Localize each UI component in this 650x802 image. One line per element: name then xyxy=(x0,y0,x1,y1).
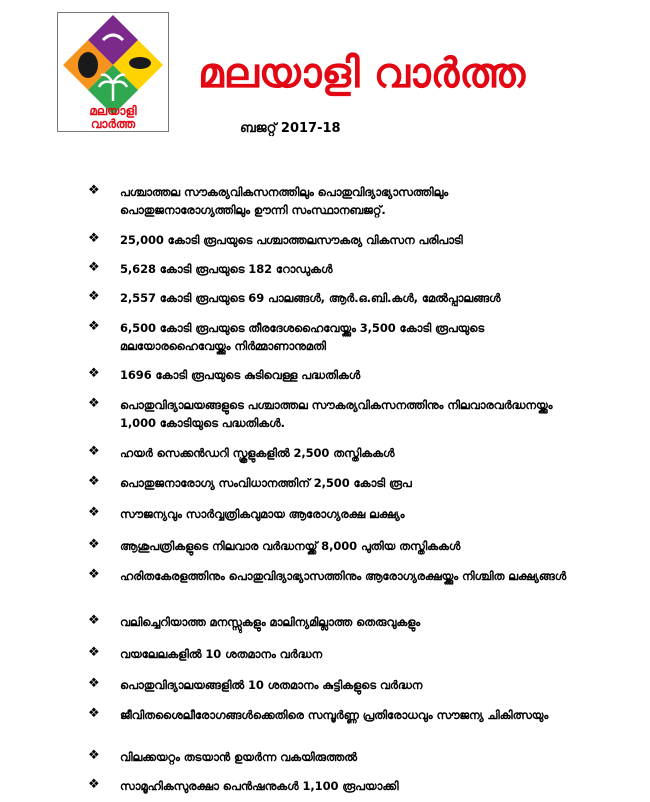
logo xyxy=(57,12,169,132)
list-item-text: 25,000 കോടി രൂപയുടെ പശ്ചാത്തലസൗകര്യ വികസന പരിപാടി xyxy=(120,233,463,247)
bullet-icon: ❖ xyxy=(88,260,100,275)
logo-wordmark-line2: വാർത്ത xyxy=(90,117,136,131)
logo-mask-icon xyxy=(78,52,98,78)
bullet-icon: ❖ xyxy=(88,567,100,582)
list-item-text: 1696 കോടി രൂപയുടെ കുടിവെള്ള പദ്ധതികൾ xyxy=(120,368,361,382)
list-item-text: വിലക്കയറ്റം തടയാൻ ഉയർന്ന വകയിരുത്തൽ xyxy=(120,750,357,764)
bullet-icon: ❖ xyxy=(88,706,100,721)
list-item-text: പൊതുജനാരോഗ്യ സംവിധാനത്തിന് 2,500 കോടി രൂപ xyxy=(120,476,412,490)
list-item-text: വയലേലകളിൽ 10 ശതമാനം വർദ്ധന xyxy=(120,647,323,661)
list-item-text: വലിച്ചെറിയാത്ത മനസ്സുകളും മാലിന്യമില്ലാത്ത തെരുവുകളും xyxy=(120,615,421,629)
list-item-text: 2,557 കോടി രൂപയുടെ 69 പാലങ്ങൾ, ആർ.ഒ.ബി.കൾ, മേൽപ്പാലങ്ങൾ xyxy=(120,291,501,305)
bullet-icon: ❖ xyxy=(88,676,100,691)
list-item-text: പൊതുവിദ്യാലയങ്ങളുടെ പശ്ചാത്തല സൗകര്യവികസനത്തിനും നിലവാരവർദ്ധനയ്ക്കും 1,000 കോടിയുടെ പദ്ധതികൾ. xyxy=(120,398,553,430)
bullet-icon: ❖ xyxy=(88,748,100,763)
list-item-text: ഹയർ സെക്കൻഡറി സ്കൂളുകളിൽ 2,500 തസ്തികകൾ xyxy=(120,446,395,460)
bullet-icon: ❖ xyxy=(88,396,100,411)
bullet-icon: ❖ xyxy=(88,777,100,792)
bullet-icon: ❖ xyxy=(88,289,100,304)
logo-wordmark xyxy=(58,105,168,131)
bullet-icon: ❖ xyxy=(88,537,100,552)
bullet-icon: ❖ xyxy=(88,183,100,198)
list-item-text: സാമൂഹികസുരക്ഷാ പെൻഷനുകൾ 1,100 രൂപയാക്കി xyxy=(120,779,399,793)
bullet-icon: ❖ xyxy=(88,474,100,489)
list-item-text: ജീവിതശൈലീരോഗങ്ങൾക്കെതിരെ സമ്പൂർണ്ണ പ്രതിരോധവും സൗജന്യ ചികിത്സയും xyxy=(120,708,549,722)
list-item-text: പശ്ചാത്തല സൗകര്യവികസനത്തിലും പൊതുവിദ്യാഭ്യാസത്തിലും പൊതുജനാരോഗ്യത്തിലും ഊന്നി സംസ്ഥാനബജറ്റ്. xyxy=(120,185,449,217)
logo-boat-icon xyxy=(129,57,151,69)
budget-subtitle: ബജറ്റ് 2017-18 xyxy=(240,121,341,136)
masthead-title: മലയാളി വാർത്ത xyxy=(198,49,526,97)
bullet-icon: ❖ xyxy=(88,319,100,334)
bullet-icon: ❖ xyxy=(88,366,100,381)
bullet-icon: ❖ xyxy=(88,645,100,660)
bullet-icon: ❖ xyxy=(88,231,100,246)
list-item-text: 6,500 കോടി രൂപയുടെ തീരദേശഹൈവേയ്ക്കും 3,500 കോടി രൂപയുടെ മലയോരഹൈവേയ്ക്കും നിർമ്മാണാനുമതി xyxy=(120,321,485,353)
bullet-icon: ❖ xyxy=(88,444,100,459)
list-item-text: പൊതുവിദ്യാലയങ്ങളിൽ 10 ശതമാനം കുട്ടികളുടെ വർദ്ധന xyxy=(120,678,423,692)
bullet-icon: ❖ xyxy=(88,505,100,520)
list-item-text: ഹരിതകേരളത്തിനും പൊതുവിദ്യാഭ്യാസത്തിനും ആരോഗ്യരക്ഷയ്ക്കും നിശ്ചിത ലക്ഷ്യങ്ങൾ xyxy=(120,569,567,583)
list-item-text: ആശുപത്രികളുടെ നിലവാര വർദ്ധനയ്ക്ക് 8,000 പുതിയ തസ്തികകൾ xyxy=(120,539,461,553)
logo-wordmark-line1: മലയാളി xyxy=(89,104,137,118)
bullet-icon: ❖ xyxy=(88,613,100,628)
list-item-text: 5,628 കോടി രൂപയുടെ 182 റോഡുകൾ xyxy=(120,262,333,276)
list-item-text: സൗജന്യവും സാർവ്വത്രികവുമായ ആരോഗ്യരക്ഷ ലക്ഷ്യം xyxy=(120,507,405,521)
